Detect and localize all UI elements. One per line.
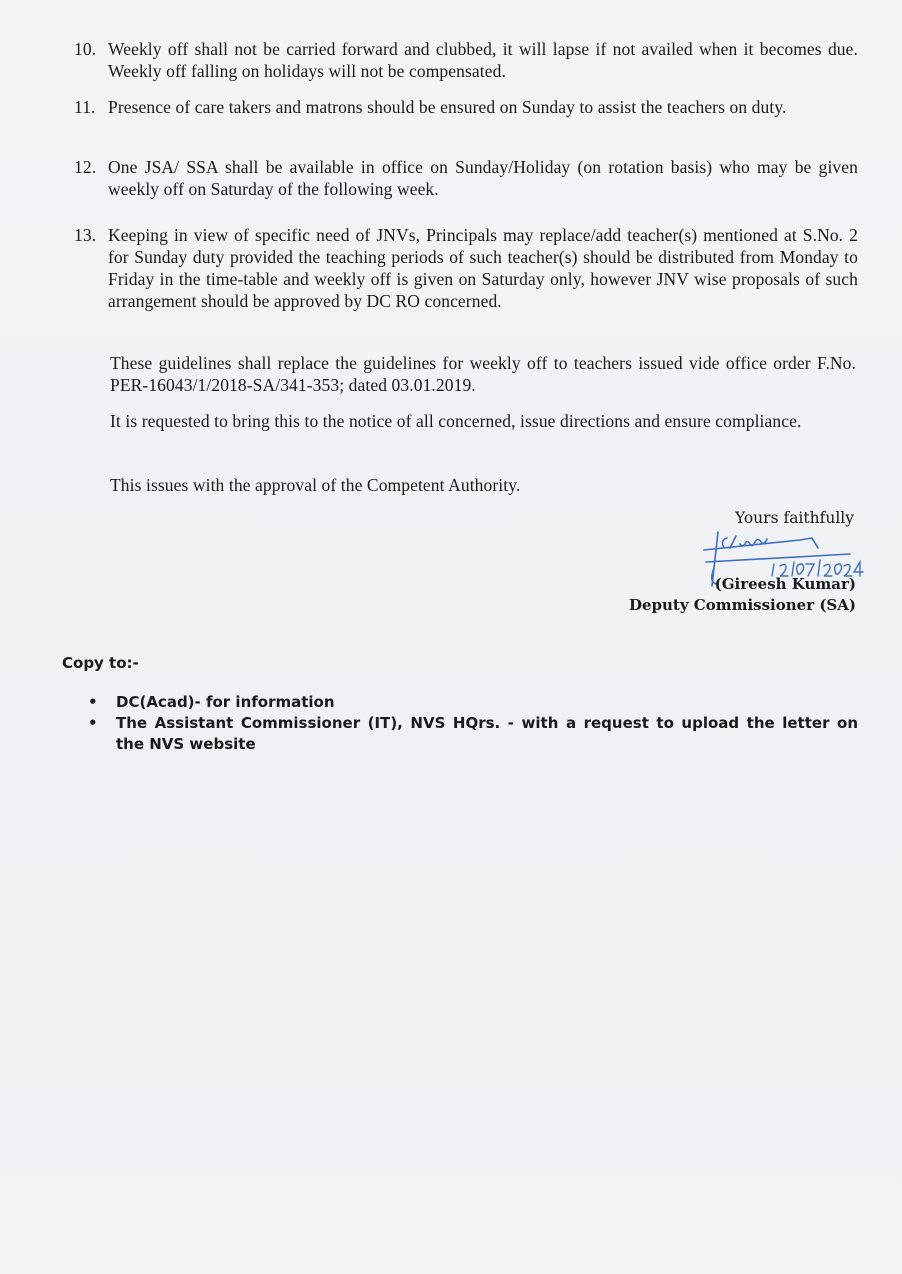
guideline-item-11 xyxy=(74,96,858,118)
item-text: Weekly off shall not be carried forward and clubbed, it will lapse if not availed when it becomes due. Weekly off falling on holidays will not be compensated. xyxy=(108,39,858,81)
date-stroke xyxy=(835,564,842,574)
copy-to-item xyxy=(88,713,858,755)
date-stroke xyxy=(818,560,820,576)
guideline-item-13 xyxy=(74,224,858,312)
copy-to-item xyxy=(88,692,858,713)
item-text: Keeping in view of specific need of JNVs, Principals may replace/add teacher(s) mentioned at S.No. 2 for Sunday duty provided the teaching periods of such teacher(s) should be distributed from Monday to Friday in the time-table and weekly off is given on Saturday only, however JNV wise proposals of such arrangement should be approved by DC RO concerned. xyxy=(108,225,858,311)
date-stroke xyxy=(797,564,804,574)
item-number: 12. xyxy=(74,157,97,177)
copy-to-text: DC(Acad)- for information xyxy=(116,693,335,711)
request-paragraph: It is requested to bring this to the notice of all concerned, issue directions and ensure compliance. xyxy=(110,411,802,431)
guideline-item-10 xyxy=(74,38,858,82)
guideline-item-12 xyxy=(74,156,858,200)
signature-stroke xyxy=(740,539,767,546)
signature-stroke xyxy=(704,538,818,550)
signature-stroke xyxy=(706,554,850,562)
copy-to-text: The Assistant Commissioner (IT), NVS HQrs. - with a request to upload the letter on the NVS website xyxy=(116,714,858,753)
copy-to-list xyxy=(88,692,858,755)
item-text: Presence of care takers and matrons should be ensured on Sunday to assist the teachers on duty. xyxy=(108,97,787,117)
date-stroke xyxy=(792,562,794,576)
item-number: 13. xyxy=(74,225,97,245)
item-text: One JSA/ SSA shall be available in office on Sunday/Holiday (on rotation basis) who may be given weekly off on Saturday of the following week. xyxy=(108,157,858,199)
approval-paragraph: This issues with the approval of the Competent Authority. xyxy=(110,475,521,495)
closing-salutation: Yours faithfully xyxy=(734,509,854,527)
bullet-icon: • xyxy=(88,714,98,732)
replacement-paragraph: These guidelines shall replace the guidelines for weekly off to teachers issued vide office order F.No. PER-16043/1/2018-SA/341-353; dated 03.01.2019. xyxy=(110,353,856,395)
date-stroke xyxy=(854,562,863,576)
item-number: 10. xyxy=(74,39,97,59)
signatory-designation: Deputy Commissioner (SA) xyxy=(628,596,856,614)
signature-stroke xyxy=(723,538,727,548)
bullet-icon: • xyxy=(88,693,98,711)
copy-to-heading: Copy to:- xyxy=(62,654,139,672)
item-number: 11. xyxy=(74,97,96,117)
signatory-name: (Gireesh Kumar) xyxy=(714,575,856,593)
